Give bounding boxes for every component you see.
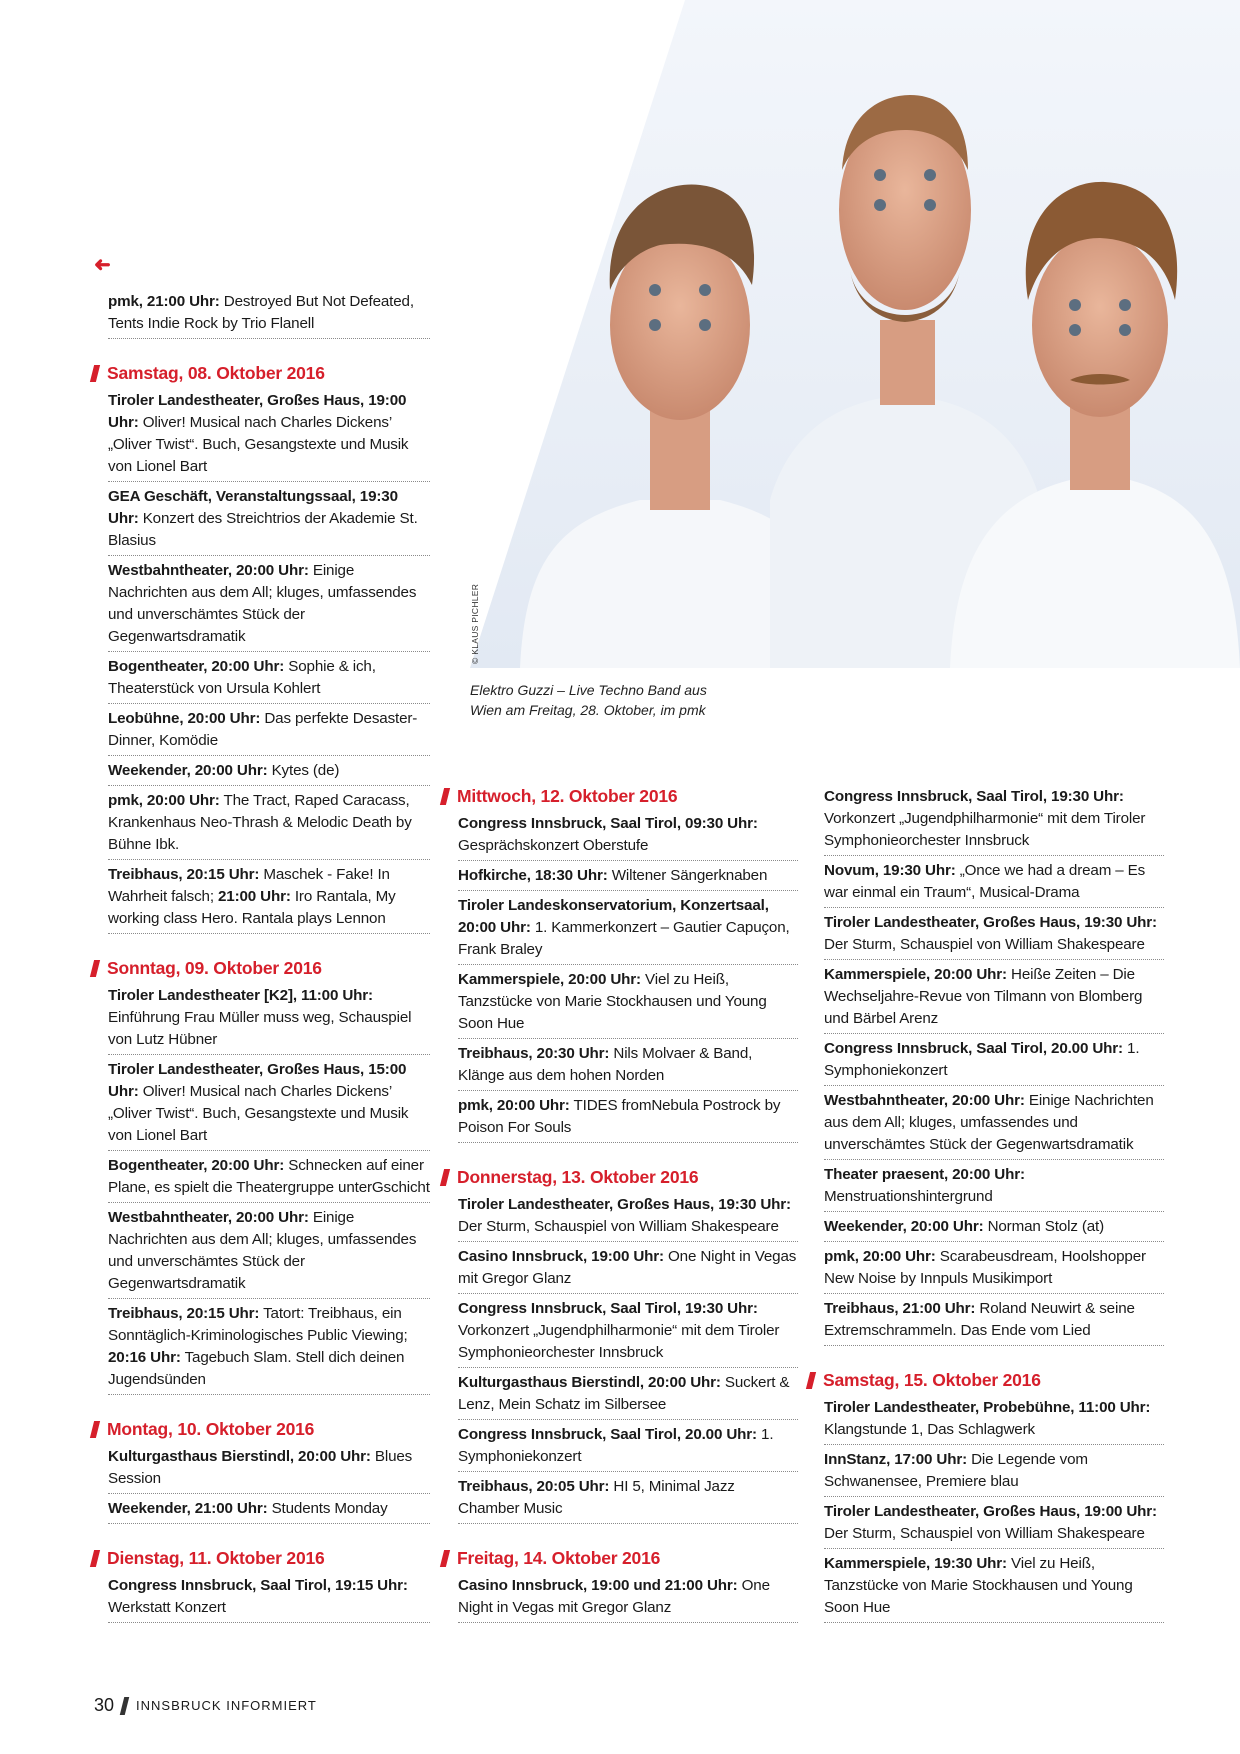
event-venue-time: Congress Innsbruck, Saal Tirol, 20.00 Uhr:: [824, 1040, 1123, 1057]
event-entry: [108, 656, 430, 704]
event-venue-time: GEA Geschäft, Veranstaltungssaal, 19:30 Uhr:: [108, 488, 398, 527]
event-entry: [458, 1372, 798, 1420]
event-entry: [108, 985, 430, 1055]
magazine-name: INNSBRUCK INFORMIERT: [136, 1698, 317, 1713]
day-date: Samstag, 15. Oktober 2016: [823, 1370, 1041, 1390]
event-description: Sophie & ich, Theaterstück von Ursula Kohlert: [108, 658, 376, 697]
day-marker: [90, 1550, 100, 1567]
event-description: Das perfekte Desaster-Dinner, Komödie: [108, 710, 418, 749]
event-entry: [824, 1449, 1164, 1497]
day-date: Freitag, 14. Oktober 2016: [457, 1548, 661, 1568]
event-entry: [108, 790, 430, 860]
event-entry: [458, 969, 798, 1039]
event-description: 1. Kammerkonzert – Gautier Capuçon, Frank Braley: [458, 919, 790, 958]
event-description: Blues Session: [108, 1448, 413, 1487]
event-entry: [458, 1194, 798, 1242]
event-venue-time: 20:16 Uhr:: [108, 1349, 181, 1366]
event-description: 1. Symphoniekonzert: [824, 1040, 1140, 1079]
event-entry: [108, 1575, 430, 1623]
event-venue-time: Leobühne, 20:00 Uhr:: [108, 710, 261, 727]
event-venue-time: Congress Innsbruck, Saal Tirol, 19:15 Uhr:: [108, 1577, 408, 1594]
event-venue-time: Kulturgasthaus Bierstindl, 20:00 Uhr:: [458, 1374, 721, 1391]
event-entry: [108, 1303, 430, 1395]
event-entry: [108, 1207, 430, 1299]
event-entry: [824, 786, 1164, 856]
day-heading: [92, 1548, 430, 1569]
day-heading: [442, 1167, 798, 1188]
event-description: Vorkonzert „Jugendphilharmonie“ mit dem Tiroler Symphonieorchester Innsbruck: [824, 810, 1146, 849]
event-venue-time: Tiroler Landestheater [K2], 11:00 Uhr:: [108, 987, 373, 1004]
event-description: Destroyed But Not Defeated, Tents Indie Rock by Trio Flanell: [108, 293, 414, 332]
event-entry: [458, 1424, 798, 1472]
event-description: Nils Molvaer & Band, Klänge aus dem hohen Norden: [458, 1045, 753, 1084]
day-marker: [90, 365, 100, 382]
day-section: [824, 1370, 1164, 1623]
day-heading: [442, 786, 798, 807]
event-description: Kytes (de): [267, 762, 340, 779]
day-section: [108, 363, 430, 934]
event-description: The Tract, Raped Caracass, Krankenhaus Neo-Thrash & Melodic Death by Bühne Ibk.: [108, 792, 412, 853]
event-description: Der Sturm, Schauspiel von William Shakespeare: [458, 1218, 779, 1235]
day-heading: [92, 1419, 430, 1440]
event-venue-time: Kammerspiele, 20:00 Uhr:: [458, 971, 641, 988]
event-description: HI 5, Minimal Jazz Chamber Music: [458, 1478, 735, 1517]
back-arrow-icon: ➜: [94, 254, 111, 276]
event-venue-time: pmk, 20:00 Uhr:: [108, 792, 220, 809]
event-entry: [824, 1501, 1164, 1549]
day-section: [458, 786, 798, 1143]
event-venue-time: Tiroler Landestheater, Großes Haus, 19:30 Uhr:: [824, 914, 1157, 931]
event-entry: [458, 1575, 798, 1623]
day-section: [108, 291, 430, 339]
event-venue-time: pmk, 21:00 Uhr:: [108, 293, 220, 310]
day-marker: [440, 788, 450, 805]
event-description: Vorkonzert „Jugendphilharmonie“ mit dem Tiroler Symphonieorchester Innsbruck: [458, 1322, 780, 1361]
footer-mark: [120, 1697, 129, 1715]
page-number: 30: [94, 1695, 115, 1715]
event-venue-time: pmk, 20:00 Uhr:: [458, 1097, 570, 1114]
event-description: Einige Nachrichten aus dem All; kluges, umfassendes und unverschämtes Stück der Gegenwartsdramatik: [824, 1092, 1154, 1153]
event-description: Roland Neuwirt & seine Extremschrammeln. Das Ende vom Lied: [824, 1300, 1135, 1339]
event-entry: [824, 912, 1164, 960]
day-marker: [90, 960, 100, 977]
event-venue-time: InnStanz, 17:00 Uhr:: [824, 1451, 967, 1468]
event-description: Der Sturm, Schauspiel von William Shakespeare: [824, 936, 1145, 953]
event-description: Werkstatt Konzert: [108, 1599, 226, 1616]
event-venue-time: Bogentheater, 20:00 Uhr:: [108, 658, 285, 675]
event-entry: [108, 1059, 430, 1151]
event-venue-time: Bogentheater, 20:00 Uhr:: [108, 1157, 285, 1174]
day-marker: [806, 1372, 816, 1389]
event-description: Klangstunde 1, Das Schlagwerk: [824, 1421, 1035, 1438]
event-entry: [108, 1498, 430, 1524]
event-description: Einige Nachrichten aus dem All; kluges, umfassendes und unverschämtes Stück der Gegenwartsdramatik: [108, 562, 417, 645]
event-description: Viel zu Heiß, Tanzstücke von Marie Stockhausen und Young Soon Hue: [458, 971, 767, 1032]
event-entry: [824, 1216, 1164, 1242]
day-section: [108, 1548, 430, 1623]
event-description: 1. Symphoniekonzert: [458, 1426, 774, 1465]
day-heading: [92, 958, 430, 979]
event-venue-time: Weekender, 20:00 Uhr:: [824, 1218, 984, 1235]
day-date: Montag, 10. Oktober 2016: [107, 1419, 315, 1439]
event-entry: [458, 895, 798, 965]
day-date: Mittwoch, 12. Oktober 2016: [457, 786, 678, 806]
event-description: Scarabeusdream, Hoolshopper New Noise by Innpuls Musikimport: [824, 1248, 1146, 1287]
event-venue-time: Tiroler Landestheater, Großes Haus, 15:00 Uhr:: [108, 1061, 407, 1100]
event-description: Tatort: Treibhaus, ein Sonntäglich-Kriminologisches Public Viewing;: [108, 1305, 408, 1344]
event-description: „Once we had a dream – Es war einmal ein Traum“, Musical-Drama: [824, 862, 1146, 901]
event-description: Einige Nachrichten aus dem All; kluges, umfassendes und unverschämtes Stück der Gegenwartsdramatik: [108, 1209, 417, 1292]
event-entry: [108, 1155, 430, 1203]
event-venue-time: Treibhaus, 20:15 Uhr:: [108, 866, 260, 883]
event-entry: [108, 291, 430, 339]
column-right: [824, 786, 1164, 1647]
event-entry: [108, 760, 430, 786]
day-section: [824, 786, 1164, 1346]
event-description: TIDES fromNebula Postrock by Poison For Souls: [458, 1097, 781, 1136]
person-right-head: [1032, 233, 1168, 417]
event-venue-time: Treibhaus, 21:00 Uhr:: [824, 1300, 976, 1317]
page-footer: [94, 1695, 317, 1716]
event-description: Maschek - Fake! In Wahrheit falsch;: [108, 866, 390, 905]
event-venue-time: Weekender, 21:00 Uhr:: [108, 1500, 268, 1517]
event-entry: [108, 1446, 430, 1494]
event-description: Konzert des Streichtrios der Akademie St. Blasius: [108, 510, 418, 549]
event-entry: [108, 708, 430, 756]
event-entry: [824, 1246, 1164, 1294]
event-entry: [108, 864, 430, 934]
event-description: Suckert & Lenz, Mein Schatz im Silbersee: [458, 1374, 790, 1413]
event-description: Einführung Frau Müller muss weg, Schauspiel von Lutz Hübner: [108, 1009, 412, 1048]
event-venue-time: Treibhaus, 20:05 Uhr:: [458, 1478, 610, 1495]
event-entry: [458, 1043, 798, 1091]
event-entry: [108, 390, 430, 482]
event-entry: [458, 813, 798, 861]
event-description: Heiße Zeiten – Die Wechseljahre-Revue von Tilmann von Blomberg und Bärbel Arenz: [824, 966, 1143, 1027]
event-description: Wiltener Sängerknaben: [607, 867, 768, 884]
event-venue-time: Westbahntheater, 20:00 Uhr:: [824, 1092, 1025, 1109]
day-date: Donnerstag, 13. Oktober 2016: [457, 1167, 699, 1187]
event-description: Die Legende vom Schwanensee, Premiere blau: [824, 1451, 1088, 1490]
photo-credit: © KLAUS PICHLER: [470, 583, 480, 664]
event-description: Menstruationshintergrund: [824, 1188, 993, 1205]
day-date: Dienstag, 11. Oktober 2016: [107, 1548, 325, 1568]
event-venue-time: Kulturgasthaus Bierstindl, 20:00 Uhr:: [108, 1448, 371, 1465]
event-entry: [824, 1397, 1164, 1445]
event-venue-time: Congress Innsbruck, Saal Tirol, 09:30 Uhr:: [458, 815, 758, 832]
event-description: Oliver! Musical nach Charles Dickens’ „Oliver Twist“. Buch, Gesangstexte und Musik von Lionel Bart: [108, 414, 409, 475]
event-venue-time: Tiroler Landestheater, Großes Haus, 19:30 Uhr:: [458, 1196, 791, 1213]
event-venue-time: Westbahntheater, 20:00 Uhr:: [108, 1209, 309, 1226]
event-entry: [824, 1090, 1164, 1160]
event-venue-time: pmk, 20:00 Uhr:: [824, 1248, 936, 1265]
event-venue-time: Tiroler Landeskonservatorium, Konzertsaal, 20:00 Uhr:: [458, 897, 769, 936]
event-venue-time: Novum, 19:30 Uhr:: [824, 862, 956, 879]
event-entry: [108, 560, 430, 652]
day-section: [108, 958, 430, 1395]
event-entry: [824, 964, 1164, 1034]
day-marker: [440, 1169, 450, 1186]
event-description: Oliver! Musical nach Charles Dickens’ „Oliver Twist“. Buch, Gesangstexte und Musik von Lionel Bart: [108, 1083, 409, 1144]
event-description: Gesprächskonzert Oberstufe: [458, 837, 649, 854]
day-section: [458, 1548, 798, 1623]
event-venue-time: 21:00 Uhr:: [218, 888, 291, 905]
event-venue-time: Congress Innsbruck, Saal Tirol, 19:30 Uhr:: [458, 1300, 758, 1317]
day-heading: [442, 1548, 798, 1569]
day-date: Sonntag, 09. Oktober 2016: [107, 958, 322, 978]
event-description: Iro Rantala, My working class Hero. Rantala plays Lennon: [108, 888, 396, 927]
event-entry: [108, 486, 430, 556]
event-entry: [458, 865, 798, 891]
event-venue-time: Kammerspiele, 20:00 Uhr:: [824, 966, 1007, 983]
event-venue-time: Casino Innsbruck, 19:00 Uhr:: [458, 1248, 664, 1265]
event-venue-time: Tiroler Landestheater, Probebühne, 11:00 Uhr:: [824, 1399, 1151, 1416]
event-description: One Night in Vegas mit Gregor Glanz: [458, 1577, 770, 1616]
day-section: [108, 1419, 430, 1524]
event-entry: [824, 860, 1164, 908]
photo-caption: Elektro Guzzi – Live Techno Band aus Wien am Freitag, 28. Oktober, im pmk: [470, 682, 707, 718]
event-venue-time: Treibhaus, 20:15 Uhr:: [108, 1305, 260, 1322]
event-venue-time: Theater praesent, 20:00 Uhr:: [824, 1166, 1025, 1183]
day-marker: [440, 1550, 450, 1567]
day-heading: [808, 1370, 1164, 1391]
event-venue-time: Tiroler Landestheater, Großes Haus, 19:00 Uhr:: [824, 1503, 1157, 1520]
event-description: Tagebuch Slam. Stell dich deinen Jugendsünden: [108, 1349, 405, 1388]
column-left: [108, 291, 430, 1647]
column-middle: [458, 786, 798, 1647]
day-date: Samstag, 08. Oktober 2016: [107, 363, 325, 383]
event-entry: [824, 1038, 1164, 1086]
event-venue-time: Kammerspiele, 19:30 Uhr:: [824, 1555, 1007, 1572]
event-venue-time: Westbahntheater, 20:00 Uhr:: [108, 562, 309, 579]
event-venue-time: Treibhaus, 20:30 Uhr:: [458, 1045, 610, 1062]
event-entry: [458, 1476, 798, 1524]
event-venue-time: Casino Innsbruck, 19:00 und 21:00 Uhr:: [458, 1577, 738, 1594]
event-description: Norman Stolz (at): [983, 1218, 1105, 1235]
event-entry: [458, 1246, 798, 1294]
event-venue-time: Hofkirche, 18:30 Uhr:: [458, 867, 608, 884]
event-description: Viel zu Heiß, Tanzstücke von Marie Stockhausen und Young Soon Hue: [824, 1555, 1133, 1616]
event-venue-time: Weekender, 20:00 Uhr:: [108, 762, 268, 779]
day-marker: [90, 1421, 100, 1438]
event-description: Schnecken auf einer Plane, es spielt die Theatergruppe unterGschicht: [108, 1157, 430, 1196]
day-heading: [92, 363, 430, 384]
event-description: One Night in Vegas mit Gregor Glanz: [458, 1248, 797, 1287]
day-section: [458, 1167, 798, 1524]
event-entry: [458, 1298, 798, 1368]
event-venue-time: Tiroler Landestheater, Großes Haus, 19:00 Uhr:: [108, 392, 407, 431]
event-entry: [824, 1553, 1164, 1623]
event-venue-time: Congress Innsbruck, Saal Tirol, 19:30 Uhr:: [824, 788, 1124, 805]
event-entry: [458, 1095, 798, 1143]
event-entry: [824, 1164, 1164, 1212]
event-venue-time: Congress Innsbruck, Saal Tirol, 20.00 Uhr:: [458, 1426, 757, 1443]
event-description: Der Sturm, Schauspiel von William Shakespeare: [824, 1525, 1145, 1542]
event-description: Students Monday: [267, 1500, 388, 1517]
event-entry: [824, 1298, 1164, 1346]
